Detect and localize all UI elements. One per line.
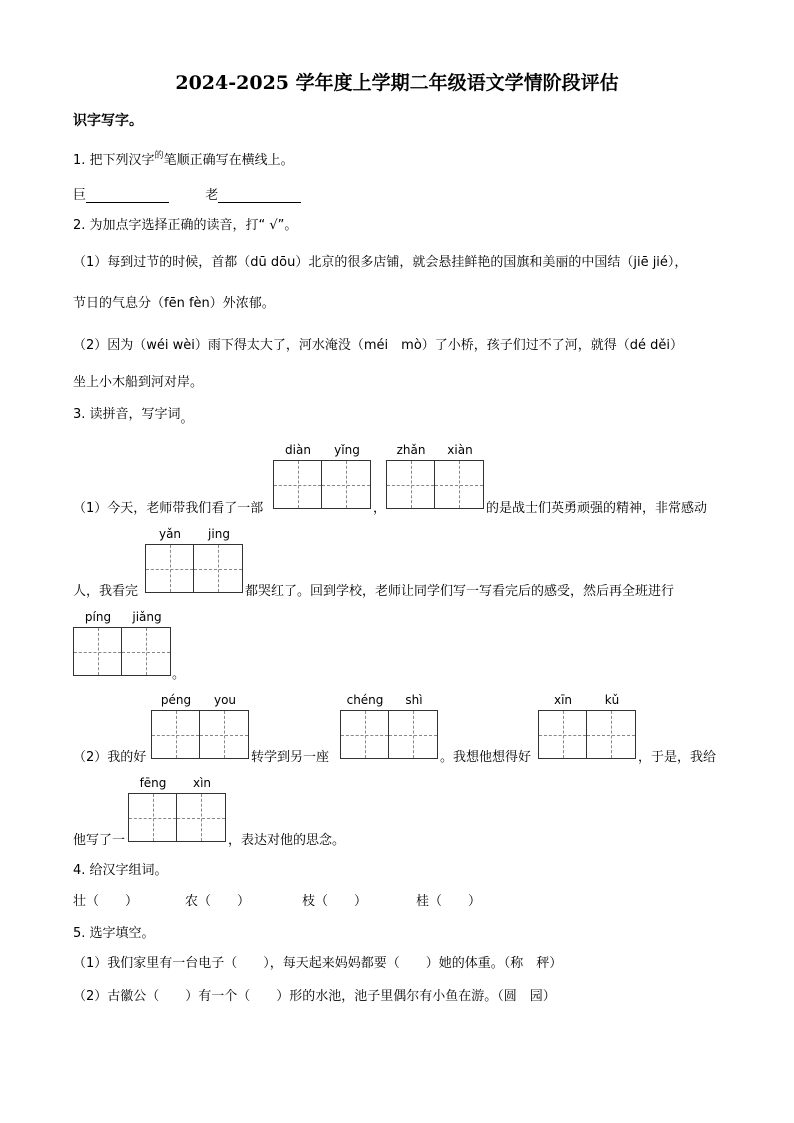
tianzige-cell (194, 545, 242, 592)
tianzige-cell (587, 711, 635, 758)
pinyin: jiǎng (132, 610, 162, 624)
q1-blank-lao[interactable] (218, 187, 301, 203)
tianzige-box[interactable] (386, 460, 484, 509)
tianzige-cell (389, 711, 437, 758)
tianzige-cell (539, 711, 587, 758)
section-heading: 识字写字。 (73, 113, 143, 129)
tianzige-cell (152, 711, 200, 758)
q5-stem: 5. 选字填空。 (73, 926, 155, 941)
q4-stem: 4. 给汉字组词。 (73, 863, 168, 878)
q3-stem-text: 3. 读拼音，写字词 (73, 407, 181, 422)
q1-char-lao: 老 (205, 188, 219, 203)
tianzige-box[interactable] (128, 793, 226, 842)
q1-blank-ju[interactable] (86, 187, 169, 203)
pinyin: yǐng (334, 443, 360, 457)
q2-p2-line1: （2）因为（wéi wèi）雨下得太大了，河水淹没（méi mò）了小桥，孩子们过不了河，就得（dé děi） (73, 338, 684, 353)
pinyin: diàn (285, 443, 311, 457)
pinyin: fēng (139, 776, 167, 790)
q3-s2-part-a: （2）我的好 (73, 750, 147, 765)
tianzige-cell (122, 628, 170, 675)
q4-item[interactable]: 壮（ ） (73, 894, 139, 909)
q2-p1-line1: （1）每到过节的时候，首都（dū dōu）北京的很多店铺，就会悬挂鲜艳的国旗和美丽的中国结（jiē jié）， (73, 255, 688, 270)
q3-s2-part-d: ，于是，我给 (638, 750, 717, 765)
q5-line2: （2）古徽公（ ）有一个（ ）形的水池，池子里偶尔有小鱼在游。（圆 园） (73, 989, 556, 1004)
q3-s2-part-f: ，表达对他的思念。 (228, 833, 346, 848)
q3-s1-part-f: 。 (172, 667, 186, 682)
q4-item[interactable]: 枝（ ） (302, 894, 368, 909)
tianzige-cell (177, 794, 225, 841)
pinyin: kǔ (604, 693, 620, 707)
q1-stem (73, 148, 294, 168)
tianzige-cell (74, 628, 122, 675)
tianzige-cell (341, 711, 389, 758)
tianzige-cell (435, 461, 483, 508)
tianzige-box[interactable] (151, 710, 249, 759)
tianzige-box[interactable] (538, 710, 636, 759)
tianzige-box[interactable] (145, 544, 243, 593)
q3-s2-part-e: 他写了一 (73, 833, 126, 848)
q5-line1: （1）我们家里有一台电子（ ），每天起来妈妈都要（ ）她的体重。（称 秤） (73, 956, 563, 971)
q4-item[interactable]: 农（ ） (185, 894, 251, 909)
tianzige-cell (129, 794, 177, 841)
q1-stem-text-2: 笔顺正确写在横线上。 (163, 153, 294, 168)
tianzige-cell (200, 711, 248, 758)
q3-s2-part-b: 转学到另一座 (251, 750, 330, 765)
pinyin: you (213, 693, 237, 707)
q3-s1-part-d: 人，我看完 (73, 584, 139, 599)
q2-stem: 2. 为加点字选择正确的读音，打“ √”。 (73, 218, 298, 233)
pinyin: péng (160, 693, 192, 707)
tianzige-cell (274, 461, 322, 508)
q2-p2-line2: 坐上小木船到河对岸。 (73, 375, 204, 390)
q3-s1-part-b: ， (373, 501, 387, 516)
q3-s1-part-c: 的是战士们英勇顽强的精神，非常感动 (486, 501, 708, 516)
q3-stem (73, 403, 194, 426)
pinyin: shì (405, 693, 423, 707)
tianzige-cell (322, 461, 370, 508)
pinyin: yǎn (158, 527, 182, 541)
q1-superscript: 的 (154, 151, 164, 161)
q3-stem-period: 。 (180, 411, 194, 426)
q1-char-ju: 巨 (73, 188, 87, 203)
q1-stem-text: 1. 把下列汉字 (73, 153, 155, 168)
q3-s1-part-a: （1）今天，老师带我们看了一部 (73, 501, 264, 516)
pinyin: zhǎn (396, 443, 426, 457)
q3-s1-part-e: 都哭红了。回到学校，老师让同学们写一写看完后的感受，然后再全班进行 (245, 584, 675, 599)
pinyin: xìn (192, 776, 212, 790)
tianzige-box[interactable] (340, 710, 438, 759)
tianzige-box[interactable] (73, 627, 171, 676)
q1-answer-row (73, 184, 301, 203)
q4-item[interactable]: 桂（ ） (416, 894, 482, 909)
tianzige-cell (146, 545, 194, 592)
q2-p1-line2: 节日的气息分（fēn fèn）外浓郁。 (73, 296, 275, 311)
tianzige-cell (387, 461, 435, 508)
pinyin: jing (208, 527, 230, 541)
tianzige-box[interactable] (273, 460, 371, 509)
pinyin: xīn (553, 693, 573, 707)
pinyin: píng (84, 610, 112, 624)
q3-s2-part-c: 。我想他想得好 (440, 750, 532, 765)
page-title: 2024-2025 学年度上学期二年级语文学情阶段评估 (175, 72, 619, 94)
pinyin: xiàn (447, 443, 473, 457)
pinyin: chéng (346, 693, 384, 707)
